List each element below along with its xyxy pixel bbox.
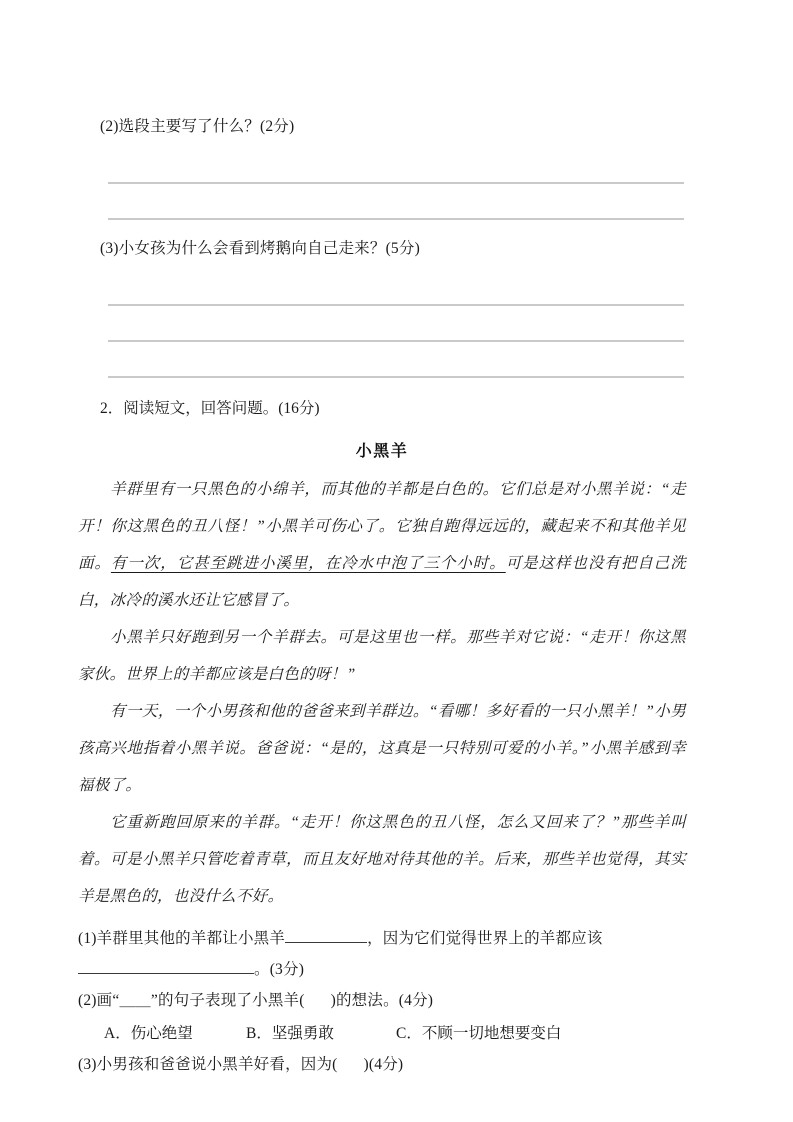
- question-2-answer-area[interactable]: [78, 148, 686, 220]
- article-paragraph: [78, 471, 686, 619]
- article-title: 小黑羊: [355, 443, 409, 460]
- article-paragraph: [78, 619, 686, 693]
- article-question-2-tail: )的想法。(4分): [330, 992, 434, 1009]
- article-questions: [78, 923, 686, 1080]
- article-text: 有一天，一个小男孩和他的爸爸来到羊群边。“看哪！多好看的一只小黑羊！”小男孩高兴地指着小黑羊说。爸爸说：“是的，这真是一只特别可爱的小羊。”小黑羊感到幸福极了。: [78, 703, 686, 794]
- article-text: 它重新跑回原来的羊群。“走开！你这黑色的丑八怪，怎么又回来了？”那些羊叫着。可是小黑羊只管吃着青草，而且友好地对待其他的羊。后来，那些羊也觉得，其实羊是黑色的，也没什么不好。: [78, 814, 686, 905]
- fill-blank-2[interactable]: [78, 973, 254, 974]
- page-content: [78, 112, 686, 1080]
- question-3-answer-area[interactable]: [78, 270, 686, 378]
- article-question-3: [78, 1049, 686, 1080]
- article-text: 可是这样也没有把自己洗白，冰冷的溪水还让它感冒了。: [78, 555, 686, 609]
- article-question-1-part-b: ，因为它们觉得世界上的羊都应该: [367, 930, 603, 947]
- article-text: 小黑羊只好跑到另一个羊群去。可是这里也一样。那些羊对它说：“走开！你这黑家伙。世界上的羊都应该是白色的呀！”: [78, 629, 686, 683]
- section-2-heading: 2．阅读短文，回答问题。(16分): [100, 400, 320, 417]
- article-question-1: [78, 923, 686, 985]
- article-question-2-after: ”的句子表现了小黑羊(: [150, 992, 305, 1009]
- article-question-3-before: (3)小男孩和爸爸说小黑羊好看，因为(: [78, 1056, 338, 1073]
- question-2-options: [104, 1018, 686, 1049]
- question-2-prompt: (2)选段主要写了什么？(2分): [100, 118, 295, 135]
- option-c[interactable]: C．不顾一切地想要变白: [396, 1025, 562, 1042]
- underlined-sentence: 有一次，它甚至跳进小溪里，在冷水中泡了三个小时。: [110, 555, 506, 572]
- article-question-1-part-c: 。(3分): [254, 961, 305, 978]
- article-paragraph: [78, 804, 686, 915]
- article-question-2-before: (2)画“: [78, 992, 120, 1009]
- option-a[interactable]: A．伤心绝望: [104, 1025, 193, 1042]
- question-3-prompt: (3)小女孩为什么会看到烤鹅向自己走来？(5分): [100, 240, 420, 257]
- article-question-1-part-a: (1)羊群里其他的羊都让小黑羊: [78, 930, 286, 947]
- article-question-3-tail: )(4分): [363, 1056, 404, 1073]
- answer-rule[interactable]: [108, 218, 684, 220]
- fill-blank-1[interactable]: [285, 942, 367, 943]
- article-paragraph: [78, 693, 686, 804]
- article-text: 羊群里有一只黑色的小绵羊，而其他的羊都是白色的。它们总是对小黑羊说：“走开！你这黑色的丑八怪！”小黑羊可伤心了。它独自跑得远远的，藏起来不和其他羊见面。: [78, 481, 686, 572]
- article-body: [78, 471, 686, 915]
- option-b[interactable]: B．坚强勇敢: [246, 1025, 334, 1042]
- answer-rule[interactable]: [108, 376, 684, 378]
- underline-mark: ＿＿: [119, 992, 151, 1009]
- article-question-2: [78, 985, 686, 1016]
